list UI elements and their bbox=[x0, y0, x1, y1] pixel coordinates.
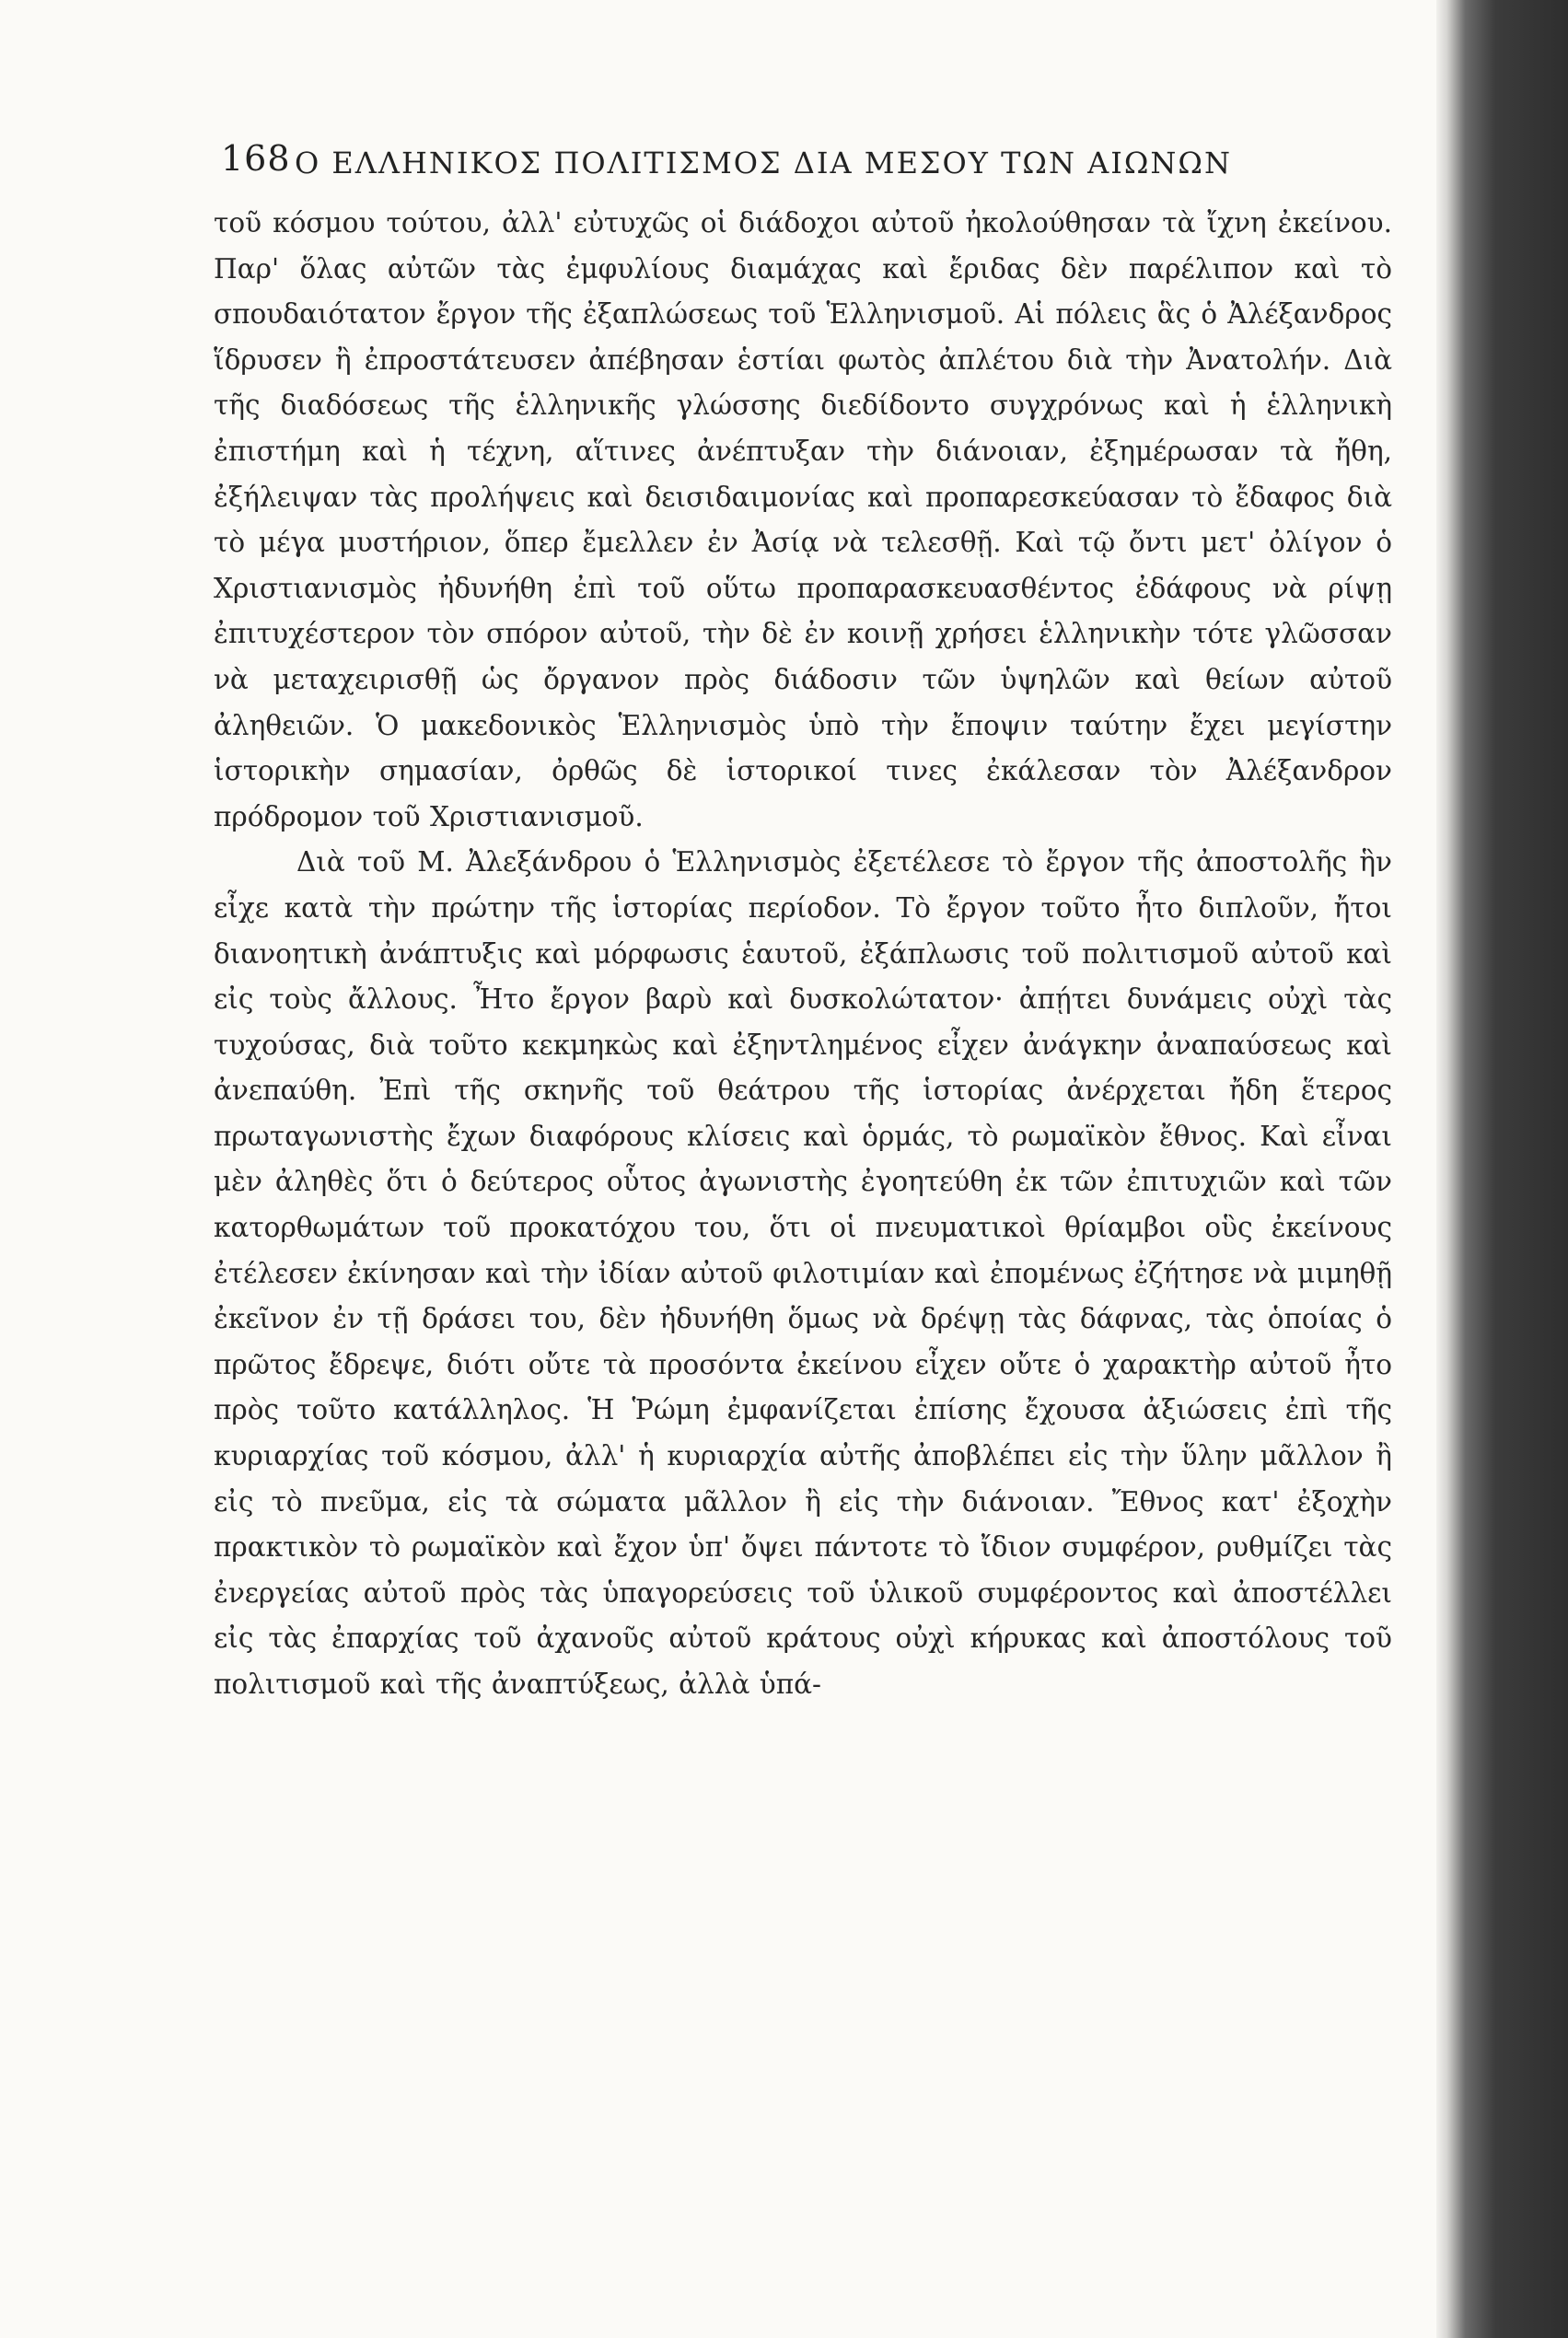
book-binding-shadow bbox=[1436, 0, 1568, 2338]
running-title: Ο ΕΛΛΗΝΙΚΟΣ ΠΟΛΙΤΙΣΜΟΣ ΔΙΑ ΜΕΣΟΥ ΤΩΝ ΑΙΩΝΩΝ bbox=[295, 145, 1232, 180]
body-text bbox=[214, 201, 1392, 1708]
paragraph: τοῦ κόσμου τούτου, ἀλλ' εὐτυχῶς οἱ διάδοχοι αὐτοῦ ἠκολούθησαν τὰ ἴχνη ἐκείνου. Παρ' ὅλας αὐτῶν τὰς ἐμφυλίους διαμάχας καὶ ἔριδας δὲν παρέλιπον καὶ τὸ σπουδαιότατον ἔργον τῆς ἐξαπλώσεως τοῦ Ἑλληνισμοῦ. Αἱ πόλεις ἃς ὁ Ἀλέξανδρος ἵδρυσεν ἢ ἐπροστάτευσεν ἀπέβησαν ἑστίαι φωτὸς ἀπλέτου διὰ τὴν Ἀνατολήν. Διὰ τῆς διαδόσεως τῆς ἑλληνικῆς γλώσσης διεδίδοντο συγχρόνως καὶ ἡ ἑλληνικὴ ἐπιστήμη καὶ ἡ τέχνη, αἵτινες ἀνέπτυξαν τὴν διάνοιαν, ἐξημέρωσαν τὰ ἤθη, ἐξήλειψαν τὰς προλήψεις καὶ δεισιδαιμονίας καὶ προπαρεσκεύασαν τὸ ἔδαφος διὰ τὸ μέγα μυστήριον, ὅπερ ἔμελλεν ἐν Ἀσίᾳ νὰ τελεσθῇ. Καὶ τῷ ὄντι μετ' ὀλίγον ὁ Χριστιανισμὸς ἠδυνήθη ἐπὶ τοῦ οὕτω προπαρασκευασθέντος ἐδάφους νὰ ρίψῃ ἐπιτυχέστερον τὸν σπόρον αὐτοῦ, τὴν δὲ ἐν κοινῇ χρήσει ἑλληνικὴν τότε γλῶσσαν νὰ μεταχειρισθῇ ὡς ὄργανον πρὸς διάδοσιν τῶν ὑψηλῶν καὶ θείων αὐτοῦ ἀληθειῶν. Ὁ μακεδονικὸς Ἑλληνισμὸς ὑπὸ τὴν ἔποψιν ταύτην ἔχει μεγίστην ἱστορικὴν σημασίαν, ὀρθῶς δὲ ἱστορικοί τινες ἐκάλεσαν τὸν Ἀλέξανδρον πρόδρομον τοῦ Χριστιανισμοῦ. bbox=[214, 207, 1392, 832]
page-header bbox=[221, 138, 1307, 193]
page-number: 168 bbox=[221, 138, 291, 179]
paragraph: Διὰ τοῦ Μ. Ἀλεξάνδρου ὁ Ἑλληνισμὸς ἐξετέλεσε τὸ ἔργον τῆς ἀποστολῆς ἣν εἶχε κατὰ τὴν πρώτην τῆς ἱστορίας περίοδον. Τὸ ἔργον τοῦτο ἦτο διπλοῦν, ἤτοι διανοητικὴ ἀνάπτυξις καὶ μόρφωσις ἑαυτοῦ, ἐξάπλωσις τοῦ πολιτισμοῦ αὐτοῦ καὶ εἰς τοὺς ἄλλους. Ἦτο ἔργον βαρὺ καὶ δυσκολώτατον· ἀπῄτει δυνάμεις οὐχὶ τὰς τυχούσας, διὰ τοῦτο κεκμηκὼς καὶ ἐξηντλημένος εἶχεν ἀνάγκην ἀναπαύσεως καὶ ἀνεπαύθη. Ἐπὶ τῆς σκηνῆς τοῦ θεάτρου τῆς ἱστορίας ἀνέρχεται ἤδη ἕτερος πρωταγωνιστὴς ἔχων διαφόρους κλίσεις καὶ ὁρμάς, τὸ ρωμαϊκὸν ἔθνος. Καὶ εἶναι μὲν ἀληθὲς ὅτι ὁ δεύτερος οὗτος ἀγωνιστὴς ἐγοητεύθη ἐκ τῶν ἐπιτυχιῶν καὶ τῶν κατορθωμάτων τοῦ προκατόχου του, ὅτι οἱ πνευματικοὶ θρίαμβοι οὓς ἐκείνους ἐτέλεσεν ἐκίνησαν καὶ τὴν ἰδίαν αὐτοῦ φιλοτιμίαν καὶ ἐπομένως ἐζήτησε νὰ μιμηθῇ ἐκεῖνον ἐν τῇ δράσει του, δὲν ἠδυνήθη ὅμως νὰ δρέψῃ τὰς δάφνας, τὰς ὁποίας ὁ πρῶτος ἔδρεψε, διότι οὔτε τὰ προσόντα ἐκείνου εἶχεν οὔτε ὁ χαρακτὴρ αὐτοῦ ἦτο πρὸς τοῦτο κατάλληλος. Ἡ Ῥώμη ἐμφανίζεται ἐπίσης ἔχουσα ἀξιώσεις ἐπὶ τῆς κυριαρχίας τοῦ κόσμου, ἀλλ' ἡ κυριαρχία αὐτῆς ἀποβλέπει εἰς τὴν ὕλην μᾶλλον ἢ εἰς τὸ πνεῦμα, εἰς τὰ σώματα μᾶλλον ἢ εἰς τὴν διάνοιαν. Ἔθνος κατ' ἐξοχὴν πρακτικὸν τὸ ρωμαϊκὸν καὶ ἔχον ὑπ' ὄψει πάντοτε τὸ ἴδιον συμφέρον, ρυθμίζει τὰς ἐνεργείας αὐτοῦ πρὸς τὰς ὑπαγορεύσεις τοῦ ὑλικοῦ συμφέροντος καὶ ἀποστέλλει εἰς τὰς ἐπαρχίας τοῦ ἀχανοῦς αὐτοῦ κράτους οὐχὶ κήρυκας καὶ ἀποστόλους τοῦ πολιτισμοῦ καὶ τῆς ἀναπτύξεως, ἀλλὰ ὑπά- bbox=[214, 846, 1392, 1700]
